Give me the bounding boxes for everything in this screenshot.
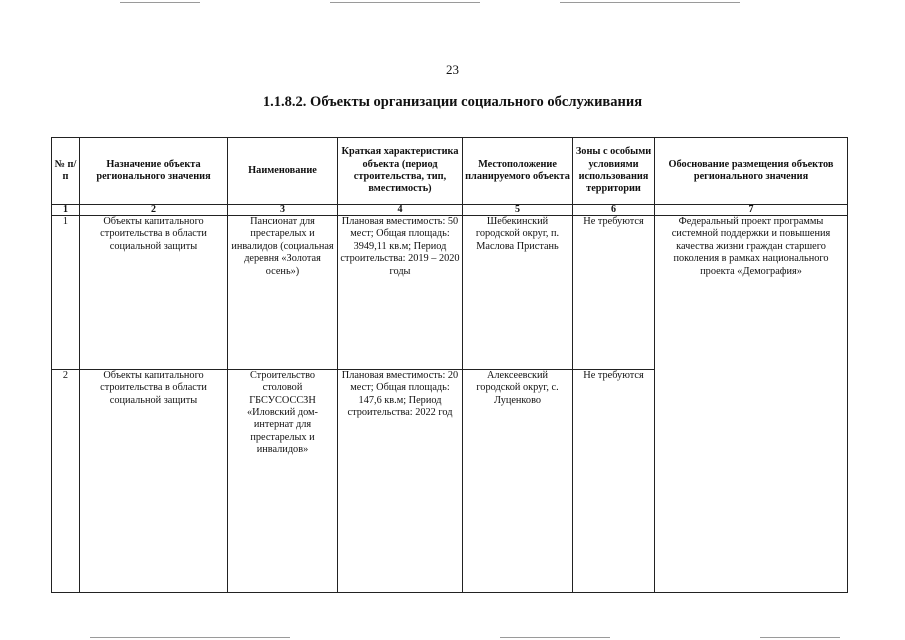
column-number: 2	[80, 205, 228, 216]
row-number: 2	[52, 369, 80, 592]
scan-artifact-top-left	[120, 2, 200, 3]
column-number: 1	[52, 205, 80, 216]
column-number: 3	[228, 205, 338, 216]
header-purpose: Назначение объекта регионального значения	[80, 138, 228, 205]
column-number: 5	[463, 205, 573, 216]
social-objects-table	[51, 137, 848, 593]
row-purpose: Объекты капитального строительства в области социальной защиты	[80, 216, 228, 370]
column-number: 4	[338, 205, 463, 216]
header-characteristics: Краткая характеристика объекта (период строительства, тип, вместимость)	[338, 138, 463, 205]
column-number: 6	[573, 205, 655, 216]
header-zones: Зоны с особыми условиями использования территории	[573, 138, 655, 205]
header-justification: Обоснование размещения объектов регионального значения	[655, 138, 848, 205]
row-location: Алексеевский городской округ, с. Луценково	[463, 369, 573, 592]
scan-artifact-top-center	[330, 2, 480, 3]
column-number-row	[52, 205, 848, 216]
header-row	[52, 138, 848, 205]
row-characteristics: Плановая вместимость: 50 мест; Общая площадь: 3949,11 кв.м; Период строительства: 2019 – 2020 годы	[338, 216, 463, 370]
row-name: Строительство столовой ГБСУСОССЗН «Иловский дом-интернат для престарелых и инвалидов»	[228, 369, 338, 592]
row-number: 1	[52, 216, 80, 370]
row-zones: Не требуются	[573, 216, 655, 370]
scan-artifact-top-right	[560, 2, 740, 3]
scan-artifact-bottom-center	[500, 637, 610, 638]
header-location: Местоположение планируемого объекта	[463, 138, 573, 205]
scan-artifact-bottom-left	[90, 637, 290, 638]
row-justification: Федеральный проект программы системной поддержки и повышения качества жизни граждан старшего поколения в рамках национального проекта «Демография»	[655, 216, 848, 593]
row-zones: Не требуются	[573, 369, 655, 592]
row-location: Шебекинский городской округ, п. Маслова Пристань	[463, 216, 573, 370]
page-number: 23	[446, 62, 459, 77]
row-purpose: Объекты капитального строительства в области социальной защиты	[80, 369, 228, 592]
row-name: Пансионат для престарелых и инвалидов (социальная деревня «Золотая осень»)	[228, 216, 338, 370]
header-number: № п/п	[52, 138, 80, 205]
section-title: 1.1.8.2. Объекты организации социального обслуживания	[262, 94, 643, 110]
header-name: Наименование	[228, 138, 338, 205]
table-row	[52, 216, 848, 370]
scan-artifact-bottom-right	[760, 637, 840, 638]
row-characteristics: Плановая вместимость: 20 мест; Общая площадь: 147,6 кв.м; Период строительства: 2022 год	[338, 369, 463, 592]
column-number: 7	[655, 205, 848, 216]
